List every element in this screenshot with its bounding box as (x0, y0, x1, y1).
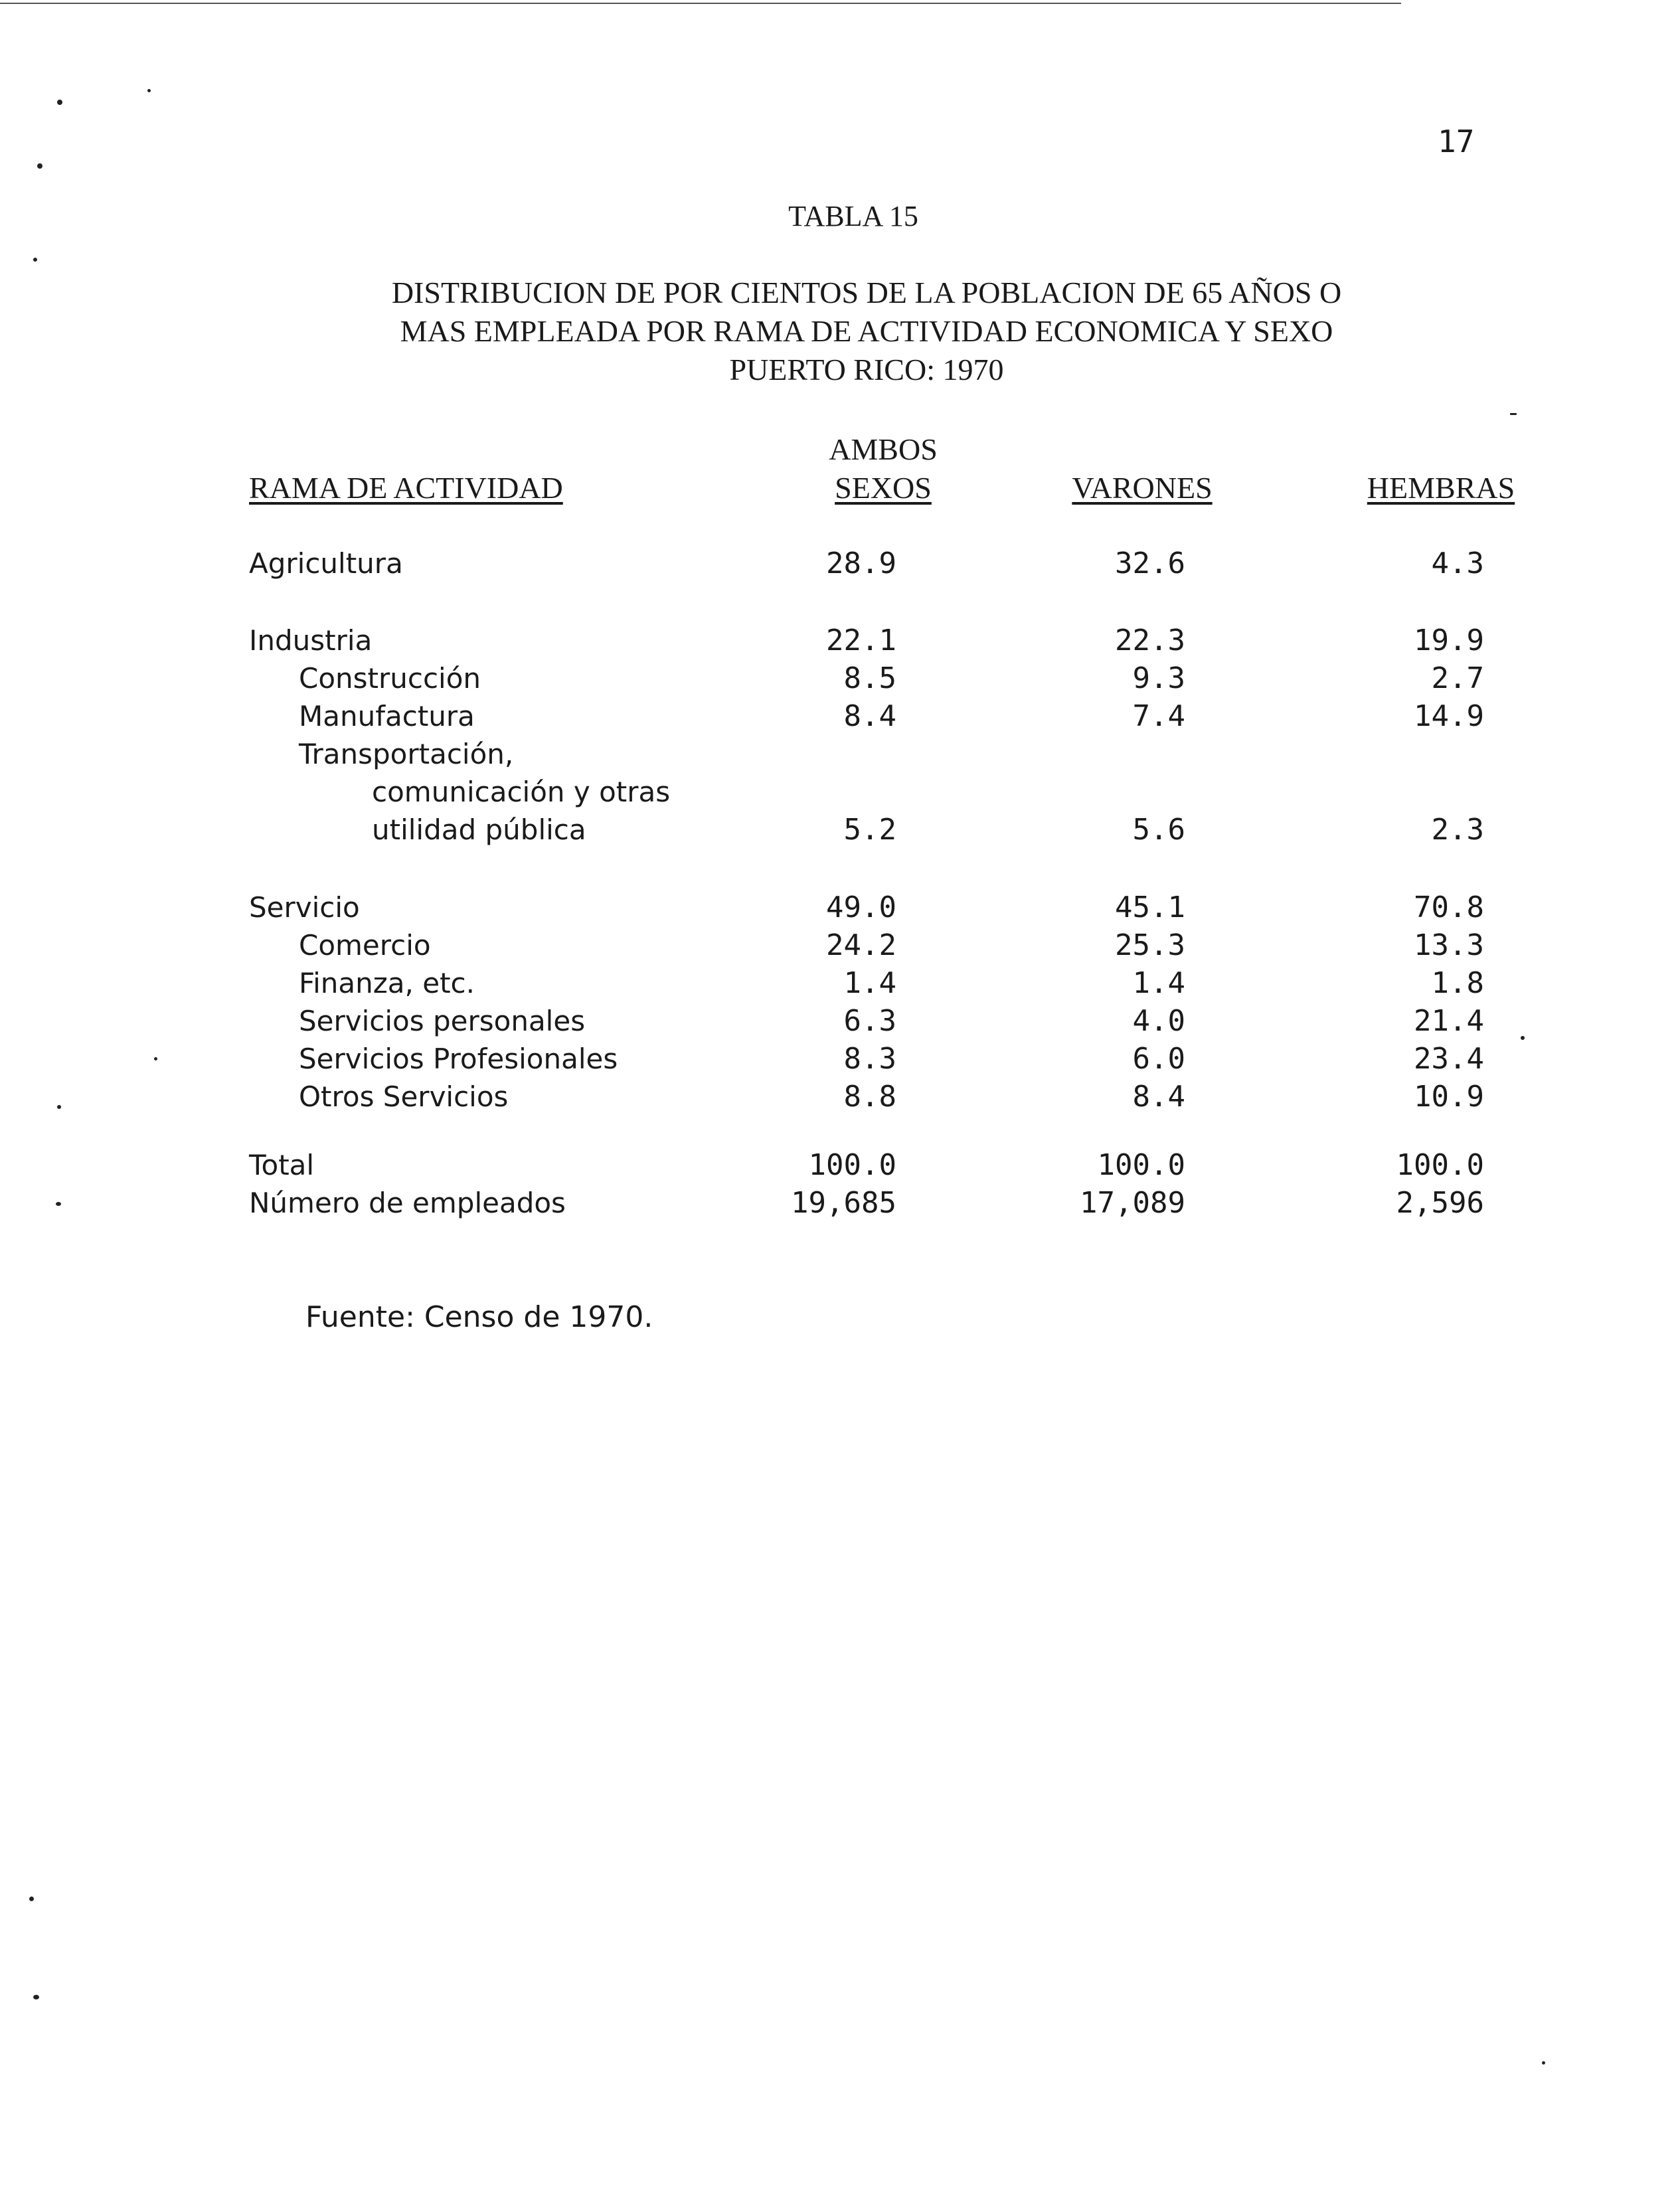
cell-ambos: 22.1 (826, 624, 896, 657)
header-rama-de-actividad (249, 469, 563, 507)
row-label: Industria (249, 624, 373, 657)
cell-hembras: 4.3 (1431, 547, 1484, 580)
row-label: utilidad pública (372, 813, 586, 846)
header-rama-label: RAMA DE ACTIVIDAD (249, 471, 563, 505)
scan-speck (154, 1057, 157, 1060)
cell-hembras: 10.9 (1414, 1080, 1484, 1114)
row-label: Manufactura (299, 700, 475, 732)
row-label: Número de empleados (249, 1187, 566, 1219)
table-row (0, 545, 1680, 583)
title-line-1: DISTRIBUCION DE POR CIENTOS DE LA POBLACION DE 65 AÑOS O (391, 276, 1342, 309)
table-label: TABLA 15 (788, 200, 918, 232)
row-label: Comercio (299, 929, 431, 962)
cell-varones: 5.6 (1132, 813, 1185, 847)
cell-varones: 1.4 (1132, 966, 1185, 1000)
cell-varones: 100.0 (1097, 1148, 1185, 1182)
header-hembras-label: HEMBRAS (1367, 471, 1515, 505)
table-row-employees (0, 1184, 1680, 1223)
cell-hembras: 2,596 (1396, 1186, 1484, 1220)
cell-hembras: 14.9 (1414, 699, 1484, 733)
title-line-3: PUERTO RICO: 1970 (729, 353, 1004, 386)
row-label: comunicación y otras (372, 776, 671, 808)
cell-ambos: 49.0 (826, 890, 896, 924)
scan-speck (57, 1105, 61, 1109)
table-row (0, 926, 1680, 965)
row-label: Servicios Profesionales (299, 1043, 618, 1075)
cell-ambos: 8.4 (843, 699, 896, 733)
row-label: Finanza, etc. (299, 967, 475, 999)
scan-speck (33, 1995, 39, 1999)
scan-speck (1510, 413, 1517, 415)
cell-ambos: 8.3 (843, 1042, 896, 1076)
row-label: Construcción (299, 662, 481, 695)
cell-hembras: 2.3 (1431, 813, 1484, 847)
scan-speck (1521, 1036, 1525, 1040)
cell-varones: 4.0 (1132, 1004, 1185, 1038)
table-row (0, 1002, 1680, 1041)
scan-speck (1542, 2061, 1545, 2065)
table-row (0, 1040, 1680, 1078)
cell-varones: 17,089 (1080, 1186, 1185, 1220)
table-row (0, 888, 1680, 927)
cell-ambos: 19,685 (791, 1186, 896, 1220)
cell-ambos: 1.4 (843, 966, 896, 1000)
cell-varones: 45.1 (1115, 890, 1185, 924)
cell-hembras: 1.8 (1431, 966, 1484, 1000)
cell-ambos: 100.0 (808, 1148, 896, 1182)
table-row (0, 697, 1680, 736)
cell-ambos: 6.3 (843, 1004, 896, 1038)
page-number: 17 (1438, 124, 1475, 159)
cell-ambos: 8.5 (843, 661, 896, 695)
cell-varones: 25.3 (1115, 928, 1185, 962)
row-label: Servicios personales (299, 1005, 586, 1037)
table-row (0, 622, 1680, 660)
scan-speck (147, 89, 151, 92)
row-label: Total (249, 1149, 315, 1181)
row-label: Servicio (249, 891, 360, 924)
cell-hembras: 100.0 (1396, 1148, 1484, 1182)
cell-ambos: 5.2 (843, 813, 896, 847)
cell-hembras: 19.9 (1414, 624, 1484, 657)
table-row (0, 659, 1680, 698)
cell-varones: 22.3 (1115, 624, 1185, 657)
scan-edge-line (0, 3, 1401, 4)
cell-ambos: 28.9 (826, 547, 896, 580)
table-row (0, 1078, 1680, 1116)
header-ambos-bottom: SEXOS (835, 471, 932, 505)
cell-varones: 9.3 (1132, 661, 1185, 695)
header-hembras (1355, 469, 1527, 507)
cell-hembras: 23.4 (1414, 1042, 1484, 1076)
scan-speck (33, 258, 37, 262)
header-ambos-top: AMBOS (829, 432, 938, 466)
row-label: Transportación, (299, 738, 514, 770)
table-row (0, 964, 1680, 1003)
table-row-total (0, 1146, 1680, 1185)
cell-varones: 7.4 (1132, 699, 1185, 733)
header-varones (1062, 469, 1222, 507)
table-row (0, 773, 1680, 811)
cell-varones: 32.6 (1115, 547, 1185, 580)
table-row (0, 811, 1680, 849)
row-label: Agricultura (249, 547, 403, 580)
cell-ambos: 8.8 (843, 1080, 896, 1114)
table-row (0, 735, 1680, 774)
cell-varones: 8.4 (1132, 1080, 1185, 1114)
header-varones-label: VARONES (1072, 471, 1213, 505)
row-label: Otros Servicios (299, 1080, 509, 1113)
cell-ambos: 24.2 (826, 928, 896, 962)
source-note: Fuente: Censo de 1970. (305, 1300, 653, 1334)
header-ambos-sexos (810, 430, 956, 507)
cell-hembras: 21.4 (1414, 1004, 1484, 1038)
cell-hembras: 70.8 (1414, 890, 1484, 924)
scan-speck (29, 1897, 34, 1901)
scan-speck (56, 1202, 61, 1206)
scan-speck (37, 163, 42, 169)
table-title (0, 274, 1680, 389)
cell-varones: 6.0 (1132, 1042, 1185, 1076)
scan-speck (57, 100, 62, 105)
cell-hembras: 13.3 (1414, 928, 1484, 962)
title-line-2: MAS EMPLEADA POR RAMA DE ACTIVIDAD ECONOMICA Y SEXO (400, 314, 1333, 348)
cell-hembras: 2.7 (1431, 661, 1484, 695)
